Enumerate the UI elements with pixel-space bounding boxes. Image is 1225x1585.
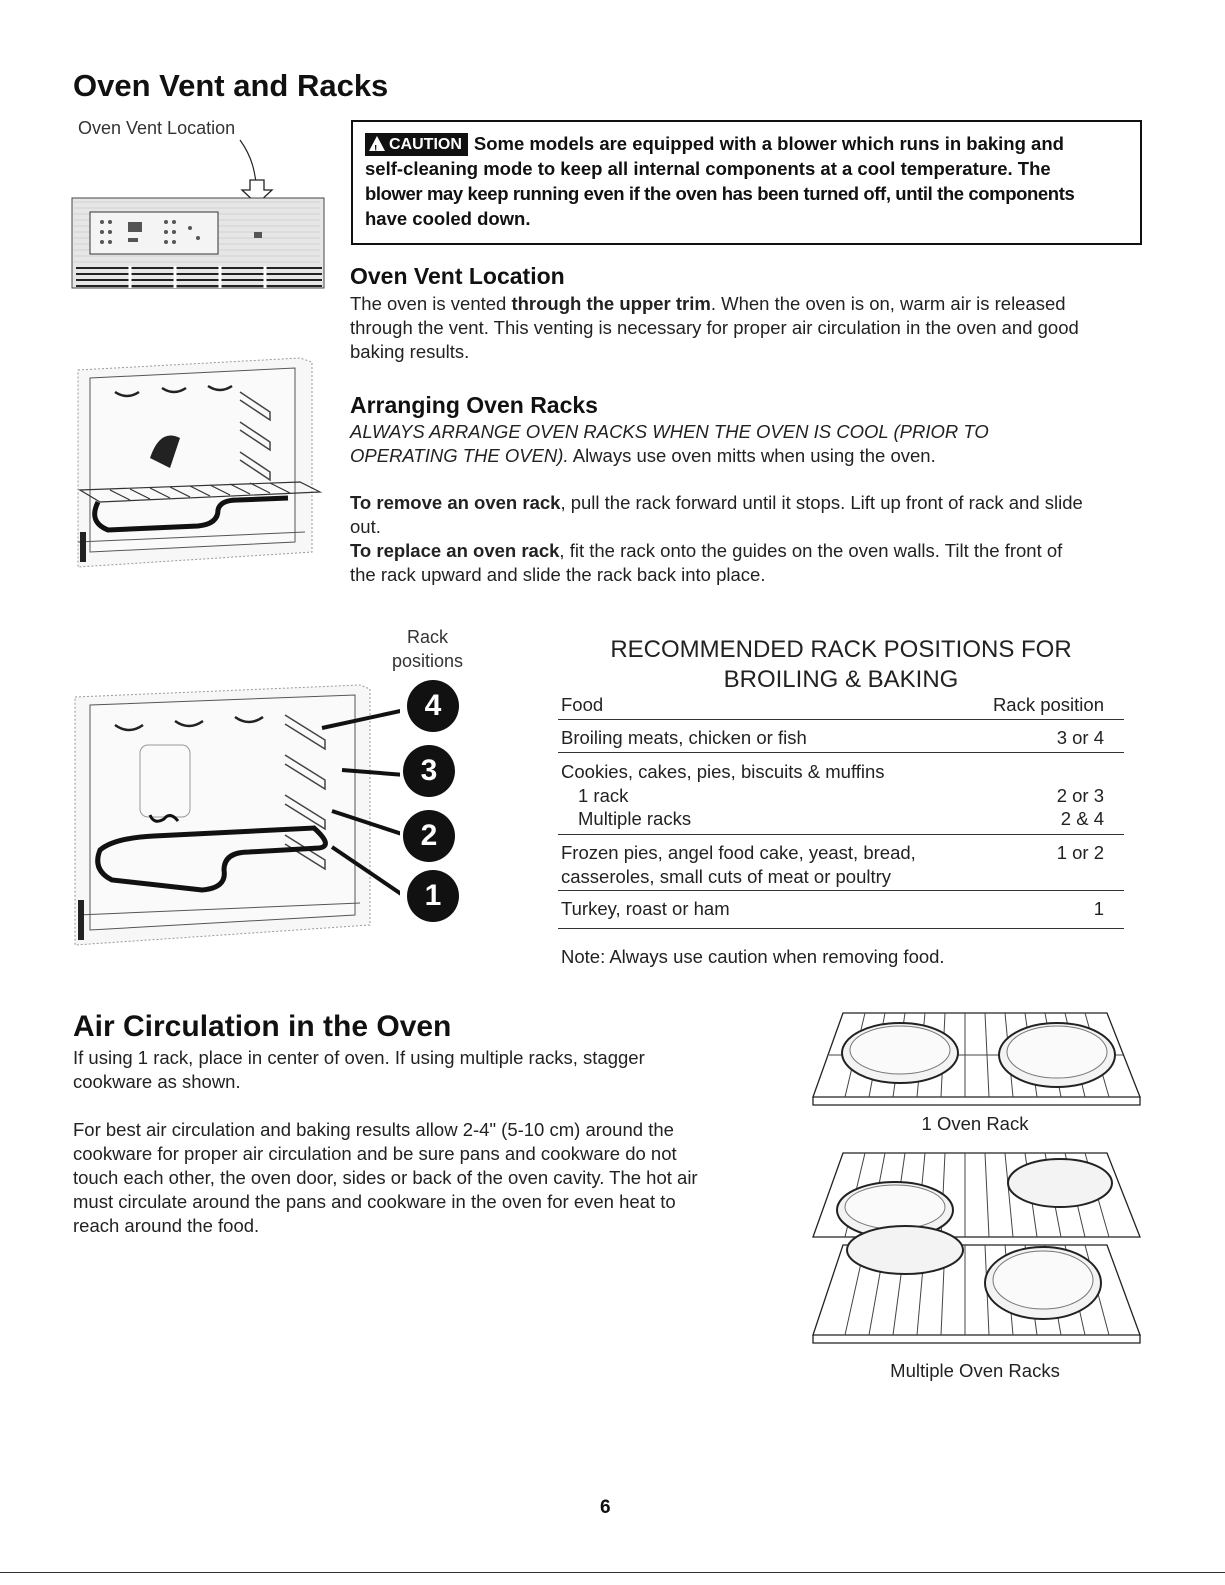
multiple-racks-caption: Multiple Oven Racks bbox=[890, 1360, 1060, 1381]
table-divider bbox=[558, 890, 1124, 891]
rack-position-2-badge: 2 bbox=[403, 810, 455, 862]
oven-control-panel-illustration bbox=[70, 118, 330, 303]
one-oven-rack-illustration bbox=[805, 1005, 1145, 1110]
racks-intro: ALWAYS ARRANGE OVEN RACKS WHEN THE OVEN IS COOL (PRIOR TO OPERATING THE OVEN). Always use oven mitts when using the oven. bbox=[350, 421, 989, 466]
rack-positions-table: RECOMMENDED RACK POSITIONS FOR BROILING & BAKING Food Rack position Broiling meats, chicken or fish 3 or 4 Cookies, cakes, pies, biscuits & muffins 1 rack 2 or 3 Multiple racks 2 & 4 Frozen pies, angel food cake, yeast, bread, 1 or 2 casseroles, small cuts of meat or poultry Turkey, roast or ham 1 Note: Always use caution when removing food. bbox=[558, 635, 1124, 975]
air-circulation-heading: Air Circulation in the Oven bbox=[73, 1010, 452, 1043]
multiple-oven-racks-illustration bbox=[805, 1145, 1145, 1355]
rack-positions-label: Rack positions bbox=[392, 627, 464, 671]
vent-paragraph: The oven is vented through the upper trim. When the oven is on, warm air is released through the vent. This venting is necessary for proper air circulation in the oven and good baking results. bbox=[350, 293, 1079, 362]
table-divider bbox=[558, 928, 1124, 929]
header-rack-position: Rack position bbox=[992, 694, 1104, 715]
vent-heading: Oven Vent Location bbox=[350, 263, 565, 289]
oven-rack-removal-illustration bbox=[70, 352, 325, 580]
page-number: 6 bbox=[600, 1497, 611, 1518]
air-paragraph-2: For best air circulation and baking results allow 2-4" (5-10 cm) around the cookware for proper air circulation and be sure pans and cookware do not touch each other, the oven door, sides or back of the oven cavity. The hot air must circulate around the pans and cookware in the oven for even heat to reach around the food. bbox=[73, 1119, 698, 1236]
racks-heading: Arranging Oven Racks bbox=[350, 392, 598, 418]
rack-position-3-badge: 3 bbox=[403, 745, 455, 797]
page-title: Oven Vent and Racks bbox=[73, 68, 389, 103]
rack-position-1-badge: 1 bbox=[407, 870, 459, 922]
page-bottom-rule bbox=[0, 1572, 1225, 1573]
caution-line-2: self-cleaning mode to keep all internal components at a cool temperature. The bbox=[365, 158, 1051, 179]
table-divider bbox=[558, 834, 1124, 835]
caution-line-3: blower may keep running even if the oven has been turned off, until the components bbox=[365, 183, 1075, 204]
caution-line-4: have cooled down. bbox=[365, 208, 531, 229]
vent-figure-label: Oven Vent Location bbox=[78, 118, 236, 138]
caution-box bbox=[351, 120, 1142, 245]
table-divider bbox=[558, 719, 1124, 720]
vent-figure bbox=[70, 118, 330, 303]
caution-line-1: ! CAUTION Some models are equipped with a blower which runs in baking and bbox=[365, 131, 1128, 156]
header-food: Food bbox=[561, 694, 604, 715]
rack-position-4-badge: 4 bbox=[407, 680, 459, 732]
racks-instructions: To remove an oven rack, pull the rack forward until it stops. Lift up front of rack and slide out. To replace an oven rack, fit the rack onto the guides on the oven walls. Tilt the front of the rack upward and slide the rack back into place. bbox=[350, 492, 1083, 585]
air-paragraph-1: If using 1 rack, place in center of oven. If using multiple racks, stagger cookware as shown. bbox=[73, 1047, 645, 1092]
warning-triangle-icon: ! bbox=[369, 136, 385, 151]
table-title: RECOMMENDED RACK POSITIONS FOR BROILING & BAKING bbox=[610, 636, 1072, 693]
oven-rack-positions-illustration bbox=[70, 675, 400, 955]
rack-positions-figure bbox=[70, 620, 490, 965]
table-divider bbox=[558, 752, 1124, 753]
one-rack-caption: 1 Oven Rack bbox=[921, 1113, 1029, 1134]
caution-badge: ! CAUTION bbox=[365, 133, 468, 156]
